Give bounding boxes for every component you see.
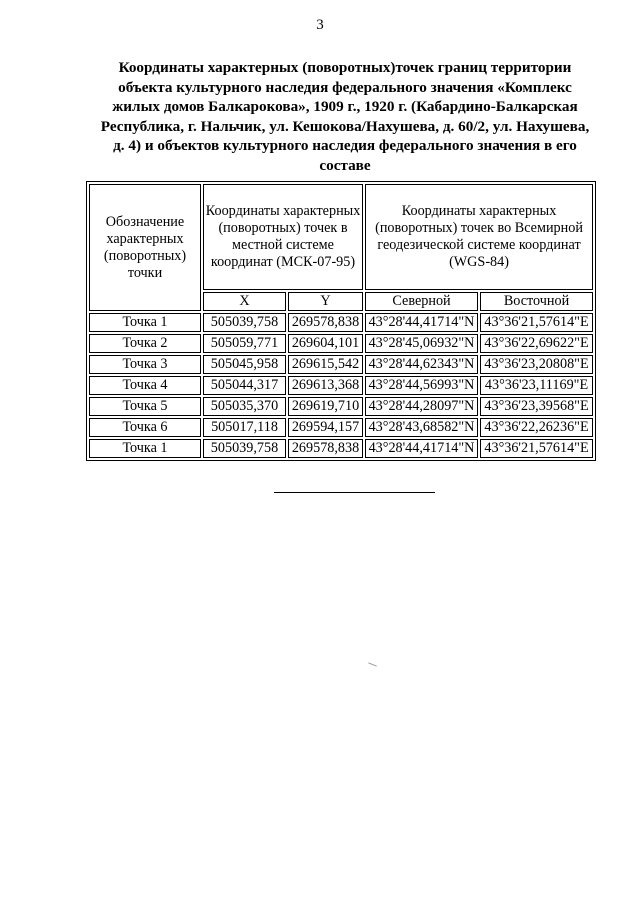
point-x: 505039,758 xyxy=(203,313,286,332)
coordinates-table-container xyxy=(86,181,596,461)
header-x: X xyxy=(203,292,286,311)
table-row xyxy=(89,397,593,416)
point-x: 505035,370 xyxy=(203,397,286,416)
point-x: 505017,118 xyxy=(203,418,286,437)
point-east: 43°36'21,57614"E xyxy=(480,313,593,332)
point-north: 43°28'43,68582"N xyxy=(365,418,478,437)
point-y: 269578,838 xyxy=(288,439,363,458)
point-x: 505039,758 xyxy=(203,439,286,458)
point-y: 269615,542 xyxy=(288,355,363,374)
header-y: Y xyxy=(288,292,363,311)
header-north: Северной xyxy=(365,292,478,311)
point-y: 269613,368 xyxy=(288,376,363,395)
header-designation: Обозначение характерных (поворотных) точки xyxy=(89,184,201,311)
table-row xyxy=(89,418,593,437)
point-north: 43°28'44,41714"N xyxy=(365,439,478,458)
point-north: 43°28'44,28097"N xyxy=(365,397,478,416)
point-name: Точка 1 xyxy=(89,313,201,332)
coordinates-table xyxy=(86,181,596,461)
header-wgs-system: Координаты характерных (поворотных) точек во Всемирной геодезической системе координат (WGS-84) xyxy=(365,184,593,290)
table-row xyxy=(89,376,593,395)
point-x: 505059,771 xyxy=(203,334,286,353)
table-row xyxy=(89,313,593,332)
point-east: 43°36'22,69622"E xyxy=(480,334,593,353)
header-east: Восточной xyxy=(480,292,593,311)
scan-artifact-mark xyxy=(368,662,377,666)
point-east: 43°36'23,20808"E xyxy=(480,355,593,374)
point-x: 505045,958 xyxy=(203,355,286,374)
point-east: 43°36'21,57614"E xyxy=(480,439,593,458)
point-east: 43°36'23,39568"E xyxy=(480,397,593,416)
point-north: 43°28'44,41714"N xyxy=(365,313,478,332)
point-east: 43°36'22,26236"E xyxy=(480,418,593,437)
point-name: Точка 1 xyxy=(89,439,201,458)
point-y: 269619,710 xyxy=(288,397,363,416)
page-number: 3 xyxy=(316,17,324,33)
point-y: 269594,157 xyxy=(288,418,363,437)
point-y: 269578,838 xyxy=(288,313,363,332)
table-row xyxy=(89,355,593,374)
point-name: Точка 5 xyxy=(89,397,201,416)
table-row xyxy=(89,334,593,353)
point-name: Точка 6 xyxy=(89,418,201,437)
header-local-system: Координаты характерных (поворотных) точек в местной системе координат (МСК-07-95) xyxy=(203,184,363,290)
point-name: Точка 2 xyxy=(89,334,201,353)
point-y: 269604,101 xyxy=(288,334,363,353)
point-north: 43°28'44,56993"N xyxy=(365,376,478,395)
table-header-row xyxy=(89,184,593,290)
point-x: 505044,317 xyxy=(203,376,286,395)
point-name: Точка 4 xyxy=(89,376,201,395)
table-row xyxy=(89,439,593,458)
point-north: 43°28'44,62343"N xyxy=(365,355,478,374)
end-divider-line xyxy=(274,492,435,493)
document-title: Координаты характерных (поворотных)точек границ территории объекта культурного наследия федерального значения «Комплекс жилых домов Балкарокова», 1909 г., 1920 г. (Кабардино-Балкарская Республика, г. Нальчик, ул. Кешокова/Нахушева, д. 60/2, ул. Нахушева, д. 4) и объектов культурного наследия федерального значения в его составе xyxy=(100,59,590,174)
point-name: Точка 3 xyxy=(89,355,201,374)
point-east: 43°36'23,11169"E xyxy=(480,376,593,395)
point-north: 43°28'45,06932"N xyxy=(365,334,478,353)
